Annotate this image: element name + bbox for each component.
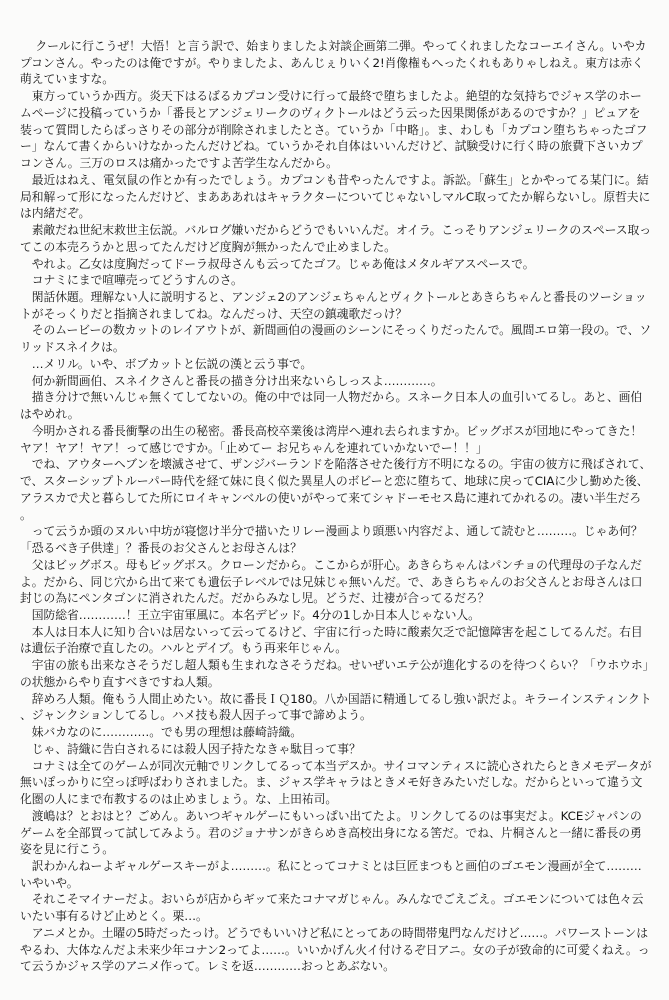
paragraph: 父はビッグボス。母もビッグボス。クローンだから。ここからが肝心。あきらちゃんはパンチョの代理母の子なんだよ。だから、同じ穴から出て来ても遺伝子レベルでは兄妹じゃ無いんだ。で、あきらちゃんのお父さんとお母さんは口封じの為にペンタゴンに消されたんだ。だからみなし児。どうだ、辻褄が合ってるだろ？ bbox=[20, 557, 643, 606]
paragraph: 渡嶋は？とおはと？ごめん。あいつギャルゲーにもいっぱい出てたよ。リンクしてるのは事実だよ。KCEジャパンのゲームを全部買って試してみよう。君のジョナサンがきらめき高校出身になる筈だ。でね、片桐さんと一緒に番長の勇姿を見に行こう。 bbox=[20, 808, 642, 857]
paragraph: 描き分けで無いんじゃ無くてしてないの。俺の中では同一人物だから。スネーク日本人の血引いてるし。あと、画伯はやめれ。 bbox=[20, 390, 643, 422]
paragraph: …メリル。いや、ボブカットと伝説の漢と云う事で。 bbox=[31, 356, 313, 371]
paragraph: 妹バカなのに…………。でも男の理想は藤崎詩織。 bbox=[31, 725, 302, 740]
paragraph: コナミにまで喧嘩売ってどうすんのさ。 bbox=[31, 273, 243, 288]
paragraph: 素敵だね世紀末救世主伝説。バルログ嫌いだからどうでもいいんだ。オイラ。こっそりアンジェリークのスペース取ってこの本売ろうかと思ってたんだけど度胸が無かったんで止めました。 bbox=[20, 223, 652, 254]
paragraph: じゃ、詩織に告白されるには殺人因子持たなきゃ駄目って事？ bbox=[31, 741, 361, 756]
paragraph: 東方っていうか西方。炎天下はるばるカプコン受けに行って最終で堕ちましたよ。絶望的な気持ちでジャス学のホームページに投稿っていうか「番長とアンジェリークのヴィクトールはどう云った因果関係があるのですか？」ピュアを装って質問したらばっさりその部分が削除されましたとさ。ていうか「中略」。ま、わしも「カプコン堕ちちゃったゴフー」なんて書くからいけなかったんだけどね。ていうかそれ自体はいいんだけど、試験受けに行く時の旅費下さいカプコンさん。三万のロスは痛かったですよ苦学生なんだから。 bbox=[20, 89, 648, 171]
paragraph: 最近はねえ、電気鼠の作とか有ったでしょう。カプコンも昔やったんですよ。訴訟。「蘇生」とかやってる某门に。結局和解って形になったんだけど、まあああれはキャラクターについてじゃないしマルC取ってたか解らないし。原哲夫には内緒だぞ。 bbox=[20, 172, 651, 221]
paragraph: 訳わかんねーよギャルゲースキーがよ………。私にとってコナミとは巨匠まつもと画伯のゴエモン漫画が全て………いやいや。 bbox=[20, 858, 642, 890]
paragraph: それこそマイナーだよ。おいらが店からギッて来たコナマガじゃん。みんなでごえごえ。ゴエモンについては色々云いたい事有るけど止めとく。栗…。 bbox=[20, 892, 644, 924]
paragraph: 本人は日本人に知り合いは居ないって云ってるけど、宇宙に行った時に酸素欠乏で記憶障害を起こしてるんだ。右目は遺伝子治療で直したの。ハルとデイブ。もう再来年じゃん。 bbox=[20, 624, 643, 656]
paragraph: 辞めろ人類。俺もう人間止めたい。故に番長ＩＱ180。八か国語に精通してるし強い訳だよ。キラーインスティンクト、ジャンクションしてるし。ハメ技も殺人因子って事で諦めよう。 bbox=[20, 691, 652, 723]
paragraph: そのムービーの数カットのレイアウトが、新間画伯の漫画のシーンにそっくりだったんで。風間エロ第一段の。で、ソリッドスネイクは。 bbox=[20, 323, 652, 355]
paragraph: 閑話休題。理解ない人に説明すると、アンジェ2のアンジェちゃんとヴィクトールとあきらちゃんと番長のツーショットがそっくりだと指摘されましてね。なんだっけ、天空の鎮魂歌だっけ？ bbox=[20, 290, 647, 321]
paragraph: アニメとか。土曜の5時だったっけ。どうでもいいけど私にとってあの時間帯鬼門なんだけど……。パワーストーンはやるわ、大体なんだよ未来少年コナン2ってよ……。いいかげん火イ付けるぞ日アニ。女の子が致命的に可愛くねえ。って云うかジャス学のアニメ作って。レミを返…………おっとあぶない。 bbox=[20, 925, 650, 974]
paragraph: って云うか頭のヌルい中坊が寝惚け半分で描いたリレー漫画より頭悪い内容だよ、通して読むと………。じゃあ何？「恐るべき子供達」？番長のお父さんとお母さんは？ bbox=[20, 524, 643, 556]
paragraph: 国防総省…………！王立宇宙軍風に。本名デビッド。4分の1しか日本人じゃない人。 bbox=[31, 607, 480, 622]
paragraph: 何か新間画伯、スネイクさんと番長の描き分け出来ないらしっスよ…………。 bbox=[31, 373, 443, 388]
paragraph: 宇宙の旅も出来なさそうだし超人類も生まれなさそうだね。せいぜいエテ公が進化するのを待つくらい？「ウホウホ」の状態からやり直すべきですね人類。 bbox=[20, 658, 649, 689]
paragraph: やれよ。乙女は度胸だってドーラ叔母さんも云ってたゴフ。じゃあ俺はメタルギアスペースで。 bbox=[31, 256, 535, 271]
paragraph: コナミは全てのゲームが同次元軸でリンクしてるって本当デスか。サイコマンティスに読心されたらときメモデータが無いぽっかりに空っぽ呼ばわりされました。ま、ジャス学キャラはときメモ好きみたいだしな。だからといって違う文化圏の人にまで布教するのは止めましょう。な、上田祐司。 bbox=[20, 758, 652, 807]
paragraph: 今明かされる番長衝撃の出生の秘密。番長高校卒業後は湾岸へ連れ去られますか。ビッグボスが団地にやってきた！ヤア！ヤア！ヤア！って感じですか。「止めてー お兄ちゃんを連れていかないでー！！」 bbox=[20, 423, 643, 455]
paragraph: クールに行こうぜ！大悟！と言う訳で、始まりましたよ対談企画第二弾。やってくれましたなコーエイさん。いやカプコンさん。やったのは俺ですが。やりましたよ、あんじぇりいく2!肖像権もへったくれもありゃしねえ。東方は赤く萌えていますな。 bbox=[20, 39, 647, 87]
text-body bbox=[20, 38, 652, 975]
paragraph: でね、アウターヘブンを壊滅させて、ザンジバーランドを陥落させた後行方不明になるの。宇宙の彼方に飛ばされて、で、スターシップトルーパー時代を経て妹に良く似た異星人のボビーと恋に堕ちて、地球に戻ってCIAに少し勤めた後、アラスカで犬と暮らしてた所にロイキャンベルの使いがやって来てシャドーモセス島に連れてかれるの。凄い半生だろ。 bbox=[20, 457, 652, 522]
